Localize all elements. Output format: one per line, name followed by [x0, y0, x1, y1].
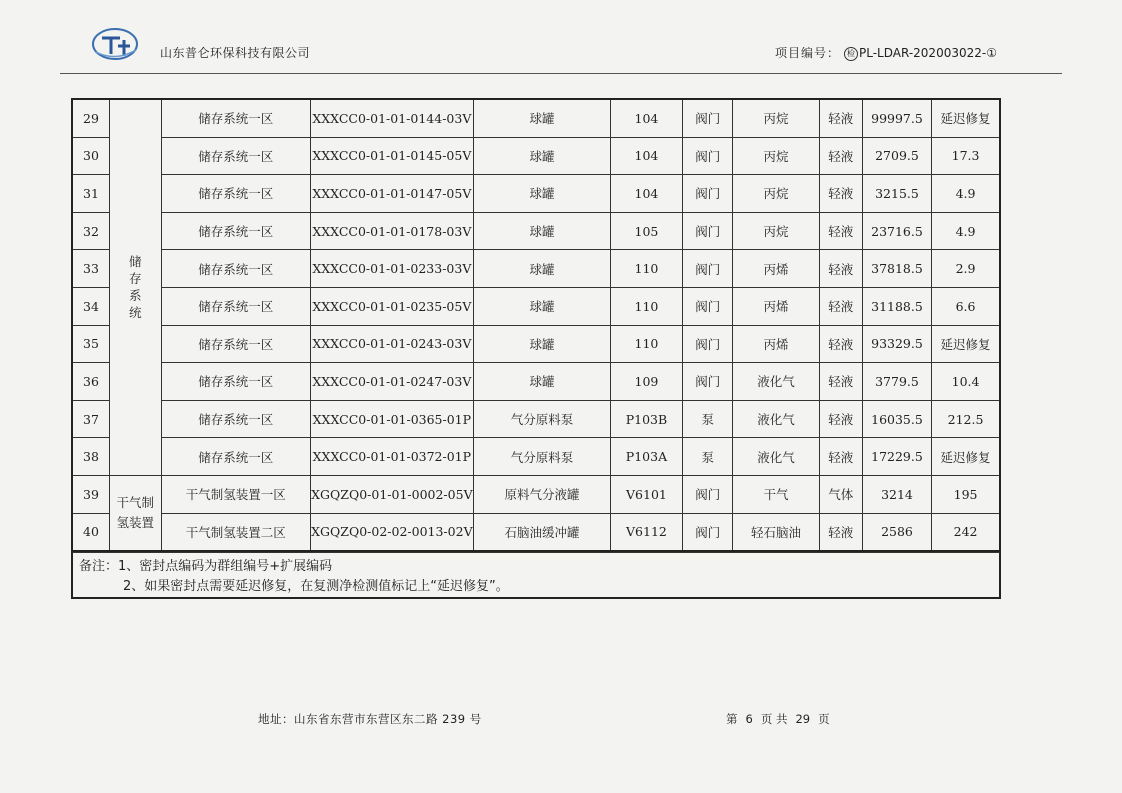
- cell-medium: 丙烯: [733, 250, 819, 288]
- cell-reading: 17229.5: [862, 438, 931, 476]
- cell-tag: 104: [610, 137, 682, 175]
- cell-reading: 2586: [862, 513, 931, 551]
- table-row: [72, 438, 1000, 476]
- cell-type: 阀门: [683, 287, 733, 325]
- cell-type: 阀门: [683, 99, 733, 137]
- row-number: 40: [72, 513, 109, 551]
- cell-reading: 23716.5: [862, 212, 931, 250]
- remark-line-1: 备注：1、密封点编码为群组编号+扩展编码: [79, 559, 333, 575]
- row-number: 30: [72, 137, 109, 175]
- cell-tag: 110: [610, 287, 682, 325]
- table-row: [72, 99, 1000, 137]
- cell-reading: 3779.5: [862, 363, 931, 401]
- cell-phase: 轻液: [819, 175, 862, 213]
- cell-net: 延迟修复: [932, 438, 1000, 476]
- cell-code: XXXCC0-01-01-0365-01P: [310, 400, 474, 438]
- cell-tag: 109: [610, 363, 682, 401]
- page-number: 6: [745, 712, 753, 726]
- cell-tag: P103B: [610, 400, 682, 438]
- row-number: 34: [72, 287, 109, 325]
- cell-type: 阀门: [683, 250, 733, 288]
- cell-code: XXXCC0-01-01-0145-05V: [310, 137, 474, 175]
- cell-tag: V6112: [610, 513, 682, 551]
- cell-reading: 3214: [862, 475, 931, 513]
- project-number-value: PL-LDAR-202003022-①: [859, 46, 997, 60]
- row-number: 35: [72, 325, 109, 363]
- cell-type: 阀门: [683, 513, 733, 551]
- header-divider: [60, 73, 1062, 74]
- project-label: 项目编号：: [775, 46, 841, 60]
- cell-reading: 37818.5: [862, 250, 931, 288]
- cell-code: XXXCC0-01-01-0372-01P: [310, 438, 474, 476]
- cell-medium: 丙烯: [733, 287, 819, 325]
- cell-equipment: 气分原料泵: [474, 400, 611, 438]
- row-number: 38: [72, 438, 109, 476]
- table-row: [72, 513, 1000, 551]
- cell-medium: 轻石脑油: [733, 513, 819, 551]
- cell-tag: 104: [610, 175, 682, 213]
- cell-type: 泵: [683, 400, 733, 438]
- cell-type: 阀门: [683, 137, 733, 175]
- cell-tag: 105: [610, 212, 682, 250]
- table-row: [72, 475, 1000, 513]
- inspection-table-wrapper: [71, 98, 1001, 599]
- cell-medium: 液化气: [733, 363, 819, 401]
- cell-code: XXXCC0-01-01-0233-03V: [310, 250, 474, 288]
- cell-phase: 轻液: [819, 325, 862, 363]
- inspection-seal-icon: 检: [844, 47, 858, 61]
- cell-net: 4.9: [932, 212, 1000, 250]
- cell-tag: 104: [610, 99, 682, 137]
- cell-medium: 丙烷: [733, 175, 819, 213]
- cell-code: XXXCC0-01-01-0144-03V: [310, 99, 474, 137]
- cell-net: 延迟修复: [932, 99, 1000, 137]
- cell-reading: 2709.5: [862, 137, 931, 175]
- row-number: 37: [72, 400, 109, 438]
- cell-phase: 轻液: [819, 287, 862, 325]
- table-row: [72, 287, 1000, 325]
- cell-area: 储存系统一区: [161, 99, 310, 137]
- cell-tag: P103A: [610, 438, 682, 476]
- cell-area: 储存系统一区: [161, 438, 310, 476]
- cell-area: 储存系统一区: [161, 363, 310, 401]
- cell-net: 延迟修复: [932, 325, 1000, 363]
- cell-area: 储存系统一区: [161, 325, 310, 363]
- cell-net: 10.4: [932, 363, 1000, 401]
- cell-equipment: 原料气分液罐: [474, 475, 611, 513]
- cell-code: XGQZQ0-01-01-0002-05V: [310, 475, 474, 513]
- cell-code: XXXCC0-01-01-0178-03V: [310, 212, 474, 250]
- cell-medium: 丙烷: [733, 99, 819, 137]
- cell-code: XXXCC0-01-01-0147-05V: [310, 175, 474, 213]
- page-indicator: [722, 711, 834, 727]
- cell-net: 195: [932, 475, 1000, 513]
- cell-equipment: 球罐: [474, 212, 611, 250]
- cell-equipment: 石脑油缓冲罐: [474, 513, 611, 551]
- cell-area: 储存系统一区: [161, 250, 310, 288]
- cell-equipment: 球罐: [474, 363, 611, 401]
- cell-type: 阀门: [683, 175, 733, 213]
- system-group-storage: [109, 99, 161, 475]
- row-number: 31: [72, 175, 109, 213]
- system-group-hydrogen: [109, 475, 161, 551]
- remark-line-2: 2、如果密封点需要延迟修复，在复测净检测值标记上“延迟修复”。: [123, 579, 509, 595]
- cell-type: 阀门: [683, 212, 733, 250]
- system-group-label: 储存系统: [129, 254, 142, 321]
- cell-phase: 轻液: [819, 513, 862, 551]
- cell-net: 6.6: [932, 287, 1000, 325]
- cell-tag: 110: [610, 325, 682, 363]
- page-prefix: 第: [726, 712, 738, 726]
- page-suffix: 页: [818, 712, 830, 726]
- table-row: [72, 400, 1000, 438]
- cell-code: XXXCC0-01-01-0243-03V: [310, 325, 474, 363]
- cell-area: 干气制氢装置一区: [161, 475, 310, 513]
- cell-area: 干气制氢装置二区: [161, 513, 310, 551]
- row-number: 32: [72, 212, 109, 250]
- cell-type: 阀门: [683, 475, 733, 513]
- table-body: [72, 99, 1000, 551]
- cell-reading: 31188.5: [862, 287, 931, 325]
- page-mid: 页 共: [760, 712, 788, 726]
- cell-area: 储存系统一区: [161, 137, 310, 175]
- cell-equipment: 球罐: [474, 175, 611, 213]
- cell-medium: 丙烯: [733, 325, 819, 363]
- cell-area: 储存系统一区: [161, 400, 310, 438]
- cell-phase: 气体: [819, 475, 862, 513]
- remarks: [71, 552, 1001, 599]
- row-number: 36: [72, 363, 109, 401]
- company-name: 山东普仑环保科技有限公司: [160, 46, 311, 60]
- cell-type: 泵: [683, 438, 733, 476]
- cell-code: XXXCC0-01-01-0247-03V: [310, 363, 474, 401]
- table-row: [72, 175, 1000, 213]
- cell-type: 阀门: [683, 363, 733, 401]
- cell-phase: 轻液: [819, 438, 862, 476]
- cell-medium: 液化气: [733, 400, 819, 438]
- row-number: 33: [72, 250, 109, 288]
- cell-area: 储存系统一区: [161, 212, 310, 250]
- cell-phase: 轻液: [819, 363, 862, 401]
- cell-equipment: 球罐: [474, 325, 611, 363]
- cell-phase: 轻液: [819, 99, 862, 137]
- project-number: [775, 44, 997, 61]
- cell-reading: 16035.5: [862, 400, 931, 438]
- table-row: [72, 137, 1000, 175]
- cell-medium: 丙烷: [733, 137, 819, 175]
- cell-reading: 93329.5: [862, 325, 931, 363]
- cell-medium: 干气: [733, 475, 819, 513]
- row-number: 29: [72, 99, 109, 137]
- cell-equipment: 球罐: [474, 99, 611, 137]
- cell-phase: 轻液: [819, 400, 862, 438]
- cell-phase: 轻液: [819, 212, 862, 250]
- cell-code: XXXCC0-01-01-0235-05V: [310, 287, 474, 325]
- cell-net: 212.5: [932, 400, 1000, 438]
- cell-tag: 110: [610, 250, 682, 288]
- cell-code: XGQZQ0-02-02-0013-02V: [310, 513, 474, 551]
- cell-type: 阀门: [683, 325, 733, 363]
- cell-area: 储存系统一区: [161, 175, 310, 213]
- cell-phase: 轻液: [819, 137, 862, 175]
- table-row: [72, 250, 1000, 288]
- footer-address: 地址：山东省东营市东营区东二路 239 号: [258, 712, 482, 726]
- company-logo: [90, 24, 140, 64]
- cell-equipment: 球罐: [474, 137, 611, 175]
- cell-area: 储存系统一区: [161, 287, 310, 325]
- table-row: [72, 325, 1000, 363]
- cell-net: 2.9: [932, 250, 1000, 288]
- system-group-label: 干气制氢装置: [116, 495, 155, 531]
- cell-equipment: 球罐: [474, 250, 611, 288]
- cell-medium: 丙烷: [733, 212, 819, 250]
- cell-net: 17.3: [932, 137, 1000, 175]
- table-row: [72, 363, 1000, 401]
- cell-tag: V6101: [610, 475, 682, 513]
- cell-equipment: 球罐: [474, 287, 611, 325]
- page-total: 29: [795, 712, 811, 726]
- cell-net: 4.9: [932, 175, 1000, 213]
- cell-net: 242: [932, 513, 1000, 551]
- cell-equipment: 气分原料泵: [474, 438, 611, 476]
- cell-phase: 轻液: [819, 250, 862, 288]
- cell-medium: 液化气: [733, 438, 819, 476]
- row-number: 39: [72, 475, 109, 513]
- table-row: [72, 212, 1000, 250]
- cell-reading: 99997.5: [862, 99, 931, 137]
- inspection-table: [71, 98, 1001, 552]
- cell-reading: 3215.5: [862, 175, 931, 213]
